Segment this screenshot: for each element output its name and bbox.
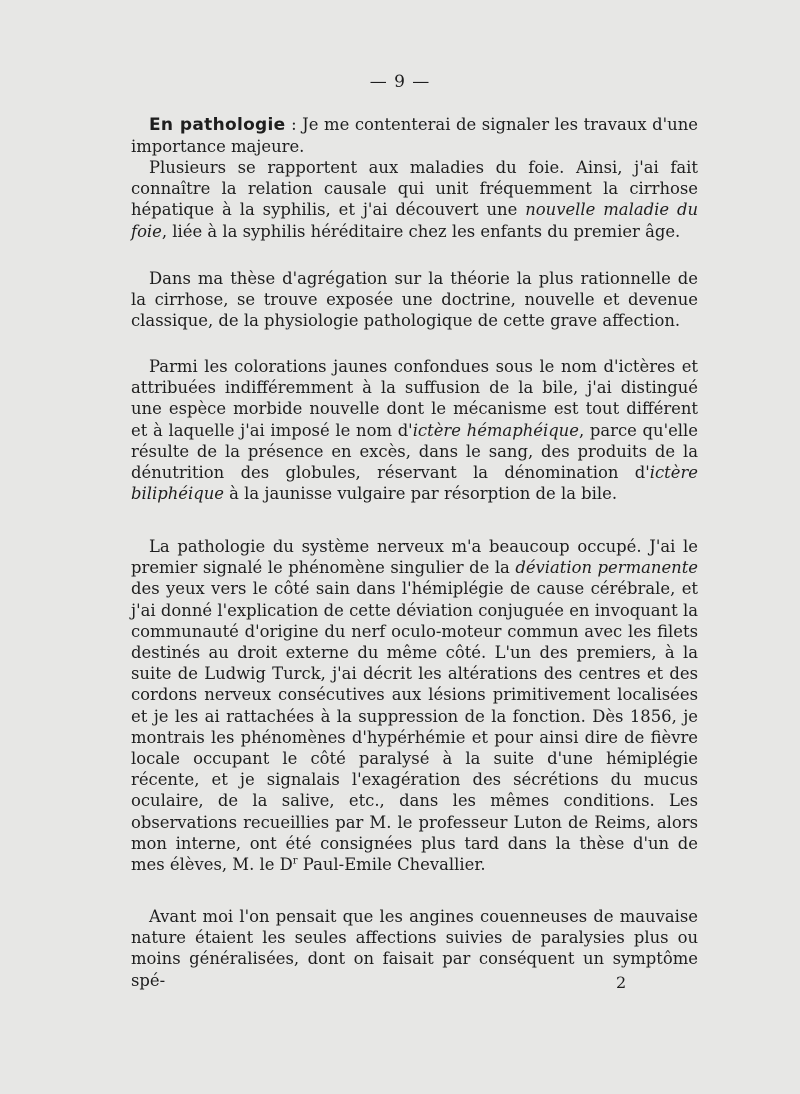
paragraph-text: La pathologie du système nerveux m'a beaucoup occupé. J'ai le premier signalé le phénomène singulier de la <box>131 537 698 578</box>
superscript: r <box>292 855 298 867</box>
paragraph-text: Parmi les colorations jaunes confondues sous le nom d'ictères et attribuées indifféremment à la suffusion de la bile, j'ai distingué une espèce morbide nouvelle dont le mécanisme est tout différent et à laquelle j'ai imposé le nom d' <box>131 357 698 440</box>
paragraph-icteres <box>131 356 698 504</box>
italic-term: ictère biliphéique <box>131 463 698 504</box>
paragraph-these-agregation <box>131 268 698 332</box>
paragraph-text: à la jaunisse vulgaire par résorption de la bile. <box>223 484 618 504</box>
italic-term: nouvelle maladie du foie <box>131 200 698 241</box>
italic-term: ictère hémaphéique <box>412 420 579 440</box>
paragraph-text: des yeux vers le côté sain dans l'hémiplégie de cause cérébrale, et j'ai donné l'explication de cette déviation conjuguée en invoquant la communauté d'origine du nerf oculo-moteur commun avec les filets destinés au droit externe du même côté. L'un des premiers, à la suite de Ludwig Turck, j'ai décrit les altérations des centres et des cordons nerveux consécutives aux lésions primitivement localisées et je les ai rattachées à la suppression de la fonction. Dès 1856, je montrais les phénomènes d'hypérhémie et pour ainsi dire de fièvre locale occupant le côté paralysé à la suite d'une hémiplégie récente, et je signalais l'exagération des sécrétions du mucus oculaire, de la salive, etc., dans les mêmes conditions. Les observations recueillies par M. le professeur Luton de Reims, alors mon interne, ont été consignées plus tard dans la thèse d'un de mes élèves, M. le D <box>131 579 698 875</box>
paragraph-systeme-nerveux <box>131 536 698 875</box>
paragraph-angines <box>131 906 698 991</box>
paragraph-text: Paul-Emile Chevallier. <box>297 855 486 875</box>
paragraph-maladies-foie <box>131 157 698 242</box>
signature-mark: 2 <box>616 973 627 992</box>
paragraph-text: Plusieurs se rapportent aux maladies du foie. Ainsi, j'ai fait connaître la relation causale qui unit fréquemment la cirrhose hépatique à la syphilis, et j'ai découvert une <box>131 158 698 220</box>
section-heading: En pathologie <box>149 115 286 135</box>
paragraph-text: , parce qu'elle résulte de la présence en excès, dans le sang, des produits de la dénutrition des globules, réservant la dénomination d' <box>131 420 698 483</box>
paragraph-pathologie-intro <box>131 114 698 157</box>
paragraph-text: : Je me contenterai de signaler les travaux d'une importance majeure. <box>131 115 698 157</box>
paragraph-text: Avant moi l'on pensait que les angines couenneuses de mauvaise nature étaient les seules affections suivies de paralysies plus ou moins généralisées, dont on faisait par conséquent un symptôme spé- <box>131 907 698 990</box>
italic-term: déviation permanente <box>515 558 698 578</box>
page-number: — 9 — <box>369 72 431 92</box>
paragraph-text: Dans ma thèse d'agrégation sur la théorie la plus rationnelle de la cirrhose, se trouve exposée une doctrine, nouvelle et devenue classique, de la physiologie pathologique de cette grave affection. <box>131 269 698 331</box>
paragraph-text: , liée à la syphilis héréditaire chez les enfants du premier âge. <box>161 221 681 241</box>
